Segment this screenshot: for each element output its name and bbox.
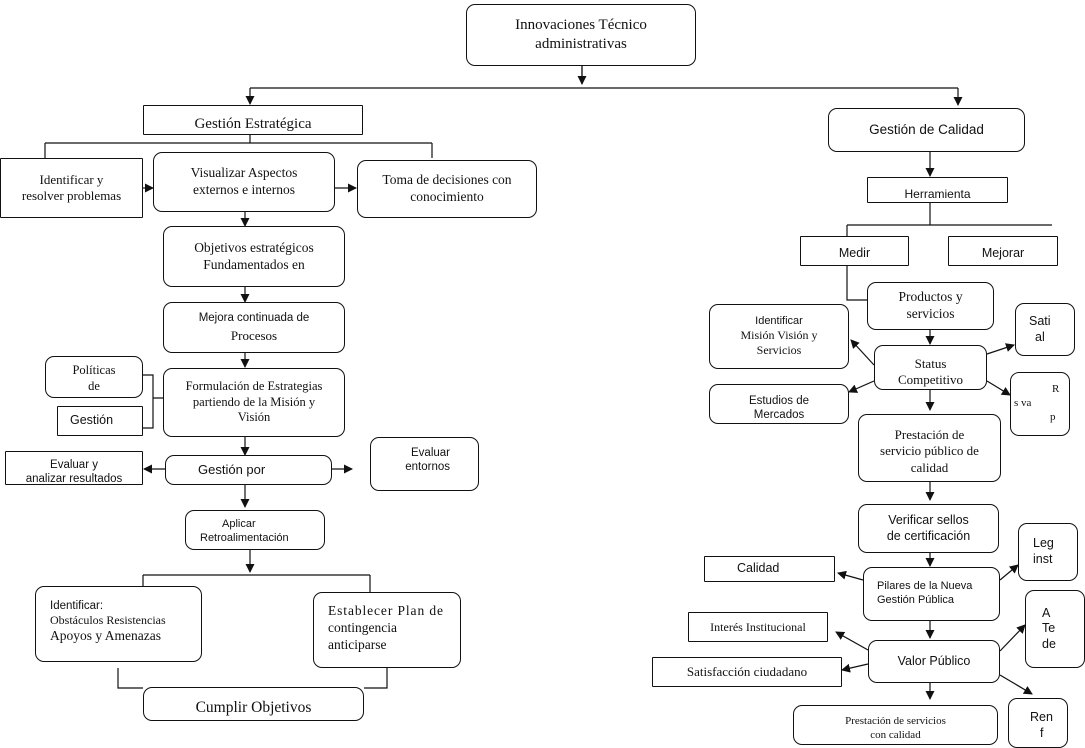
node-gestion-por: Gestión por bbox=[165, 455, 332, 485]
arrow-to-identificar-mision bbox=[851, 340, 874, 365]
node-satisfaccion-clipped: Sati al bbox=[1015, 303, 1075, 356]
node-identificar-obstaculos: Identificar: Obstáculos Resistencias Apoyos y Amenazas bbox=[35, 586, 202, 662]
node-interes-institucional: Interés Institucional bbox=[688, 612, 828, 642]
arrow-to-interes bbox=[836, 632, 868, 650]
node-satisfaccion-ciudadano: Satisfacción ciudadano bbox=[652, 657, 842, 687]
node-a-clipped: A Te de bbox=[1025, 590, 1085, 668]
node-aplicar: Aplicar Retroalimentación bbox=[185, 510, 325, 550]
node-politicas: Políticas de bbox=[45, 356, 143, 398]
node-calidad: Calidad bbox=[704, 556, 835, 582]
node-status-competitivo: Status Competitivo bbox=[874, 345, 987, 390]
node-gestion-calidad: Gestión de Calidad bbox=[828, 108, 1025, 152]
node-gestion-small: Gestión bbox=[57, 406, 143, 436]
arrow-to-sati bbox=[987, 345, 1014, 354]
node-mejorar: Mejorar bbox=[948, 236, 1058, 266]
arrow-to-satisfaccion bbox=[842, 664, 868, 670]
node-identificar-mision: Identificar Misión Visión y Servicios bbox=[709, 304, 849, 369]
node-objetivos: Objetivos estratégicos Fundamentados en bbox=[163, 226, 345, 287]
node-productos-servicios: Productos y servicios bbox=[867, 282, 994, 330]
bracket-cumplir bbox=[118, 668, 387, 688]
node-valor-publico: Valor Público bbox=[868, 640, 1000, 683]
node-identificar-resolver: Identificar y resolver problemas bbox=[0, 158, 143, 218]
node-ren-clipped: Ren f bbox=[1008, 698, 1068, 748]
node-leg-clipped: Leg inst bbox=[1018, 523, 1078, 581]
arrow-to-estudios bbox=[849, 381, 874, 392]
bracket-politicas bbox=[143, 375, 163, 428]
arrow-to-r bbox=[987, 381, 1010, 395]
node-medir: Medir bbox=[800, 236, 909, 266]
node-visualizar: Visualizar Aspectos externos e internos bbox=[153, 152, 335, 212]
node-cumplir-objetivos: Cumplir Objetivos bbox=[143, 687, 364, 721]
node-verificar-sellos: Verificar sellos de certificación bbox=[858, 504, 999, 553]
node-plan-contingencia: Establecer Plan de contingencia anticiparse bbox=[313, 592, 461, 668]
node-toma-decisiones: Toma de decisiones con conocimiento bbox=[357, 160, 537, 218]
node-herramienta: Herramienta bbox=[867, 177, 1008, 203]
node-gestion-estrategica: Gestión Estratégica bbox=[143, 105, 363, 135]
node-formulacion: Formulación de Estrategias partiendo de la Misión y Visión bbox=[163, 368, 345, 437]
node-innovaciones: Innovaciones Técnico administrativas bbox=[466, 4, 696, 66]
node-prestacion-publico: Prestación de servicio público de calidad bbox=[858, 414, 1001, 482]
node-estudios-mercados: Estudios de Mercados bbox=[709, 384, 849, 424]
arrow-to-a bbox=[1000, 625, 1025, 651]
node-r-clipped: R s va p bbox=[1010, 372, 1070, 436]
node-prestacion-servicios: Prestación de servicios con calidad bbox=[793, 705, 998, 745]
arrow-to-ren bbox=[1000, 675, 1032, 694]
node-pilares: Pilares de la Nueva Gestión Pública bbox=[863, 567, 1000, 621]
line-medir-productos bbox=[847, 266, 868, 300]
arrow-to-leg bbox=[1000, 565, 1018, 580]
bracket-herramienta bbox=[847, 203, 1052, 236]
node-evaluar-entornos: Evaluar entornos bbox=[370, 437, 479, 491]
node-mejora-continua: Mejora continuada de Procesos bbox=[163, 302, 345, 353]
node-evaluar-analizar: Evaluar y analizar resultados bbox=[5, 451, 143, 485]
arrow-to-calidad bbox=[838, 573, 863, 580]
